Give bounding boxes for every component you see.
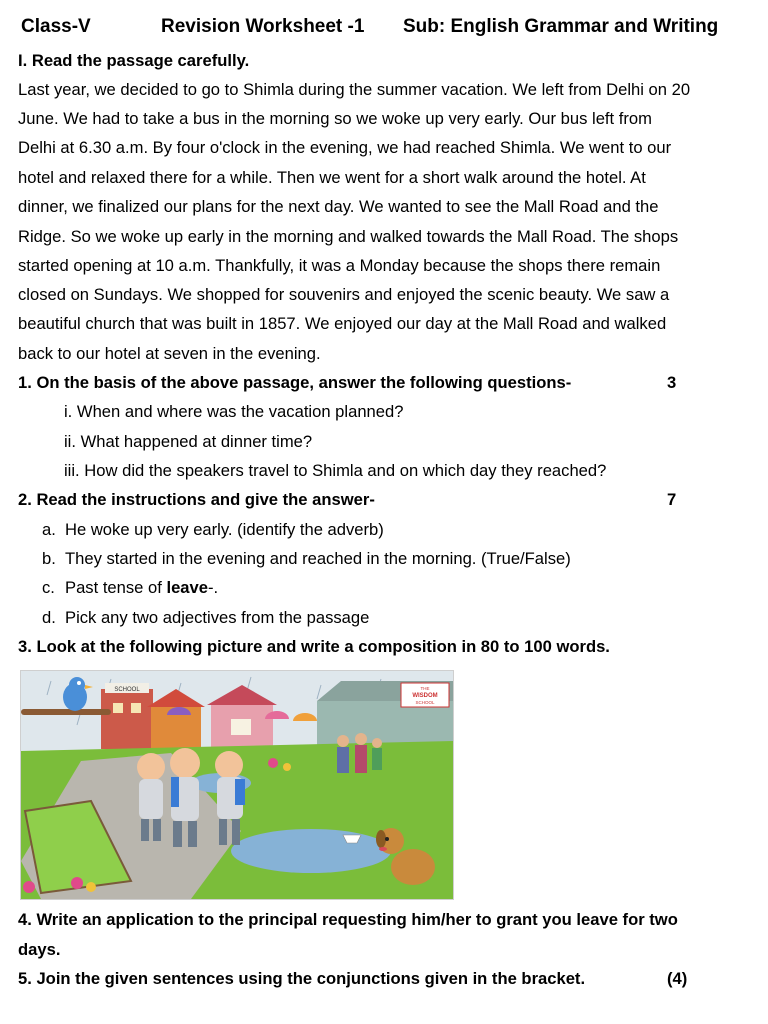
question-1-item: ii. What happened at dinner time? [64,432,313,451]
logo-line: SCHOOL [415,700,435,705]
worksheet-header [21,16,747,42]
passage-line: closed on Sundays. We shopped for souvenirs and enjoyed the scenic beauty. We saw a [18,285,670,304]
question-5-heading: 5. Join the given sentences using the conjunctions given in the bracket. [18,969,586,988]
people-under-shelter [337,733,382,773]
item-suffix: -. [208,578,219,597]
question-1-item: iii. How did the speakers travel to Shimla and on which day they reached? [64,461,607,480]
question-4-line: days. [18,940,61,959]
question-2-heading: 2. Read the instructions and give the answer- [18,490,375,509]
question-1-marks: 3 [667,373,677,392]
logo-badge [401,683,449,707]
passage-line: back to our hotel at seven in the evening. [18,344,321,363]
question-1-heading: 1. On the basis of the above passage, answer the following questions- [18,373,572,392]
question-3-heading: 3. Look at the following picture and write a composition in 80 to 100 words. [18,637,610,656]
passage-line: June. We had to take a bus in the morning so we woke up very early. Our bus left from [18,109,652,128]
logo-line: WISDOM [412,693,438,699]
item-keyword: leave [166,578,208,597]
question-2-item [65,578,218,598]
section-heading: I. Read the passage carefully. [18,51,250,70]
worksheet-title: Revision Worksheet -1 [161,16,365,37]
school-building [101,689,153,749]
passage-line: Last year, we decided to go to Shimla during the summer vacation. We left from Delhi on 20 [18,80,691,99]
question-2-letter: a. [42,520,56,539]
passage-line: beautiful church that was built in 1857. We enjoyed our day at the Mall Road and walked [18,314,667,333]
question-2-item: Pick any two adjectives from the passage [65,608,370,627]
shop-sign: SCHOOL [114,687,140,693]
question-2-letter: b. [42,549,56,568]
passage-line: started opening at 10 a.m. Thankfully, it was a Monday because the shops there remain [18,256,661,275]
question-1-item: i. When and where was the vacation planned? [64,402,404,421]
passage-line: dinner, we finalized our plans for the next day. We wanted to see the Mall Road and the [18,197,659,216]
question-4-line: 4. Write an application to the principal requesting him/her to grant you leave for two [18,910,678,929]
passage-line: hotel and relaxed there for a while. Then we went for a short walk around the hotel. At [18,168,646,187]
question-5-marks: (4) [667,969,688,988]
question-2-letter: c. [42,578,55,597]
question-2-letter: d. [42,608,56,627]
puddle [231,829,391,873]
passage-line: Ridge. So we woke up early in the morning and walked towards the Mall Road. The shops [18,227,679,246]
rainy-day-illustration [21,671,453,899]
class-label: Class-V [21,16,91,37]
item-prefix: Past tense of [65,578,167,597]
composition-picture [20,670,454,900]
subject-label: Sub: English Grammar and Writing [403,16,719,37]
passage-line: Delhi at 6.30 a.m. By four o'clock in the evening, we had reached Shimla. We went to our [18,138,672,157]
logo-line: THE [420,686,430,691]
question-2-item: They started in the evening and reached in the morning. (True/False) [65,549,571,568]
question-2-marks: 7 [667,490,677,509]
question-2-item: He woke up very early. (identify the adverb) [65,520,384,539]
